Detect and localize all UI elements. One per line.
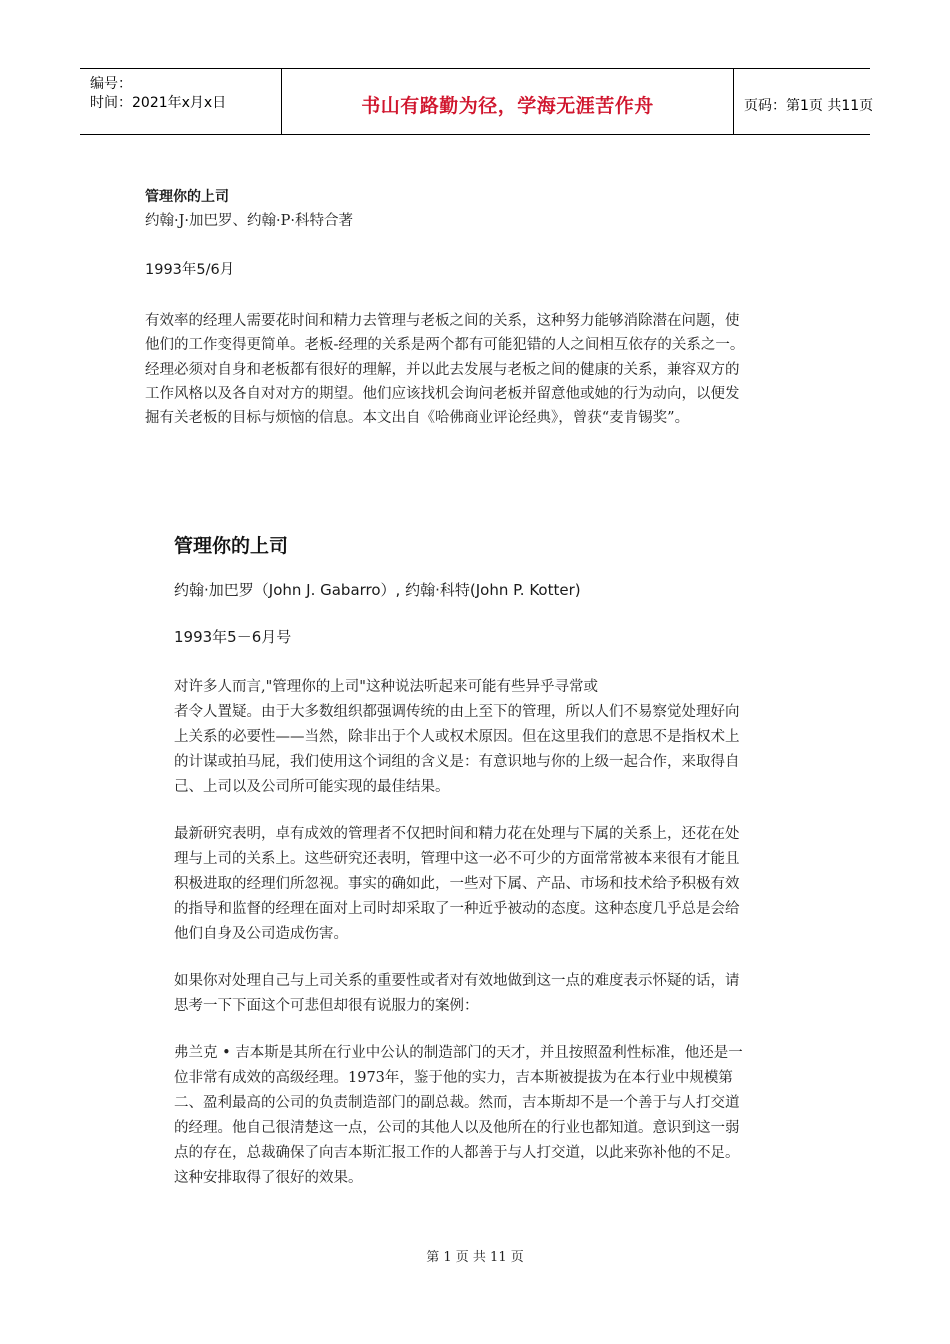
- article-authors: 约翰·加巴罗（John J. Gabarro）, 约翰·科特(John P. Kotter): [174, 581, 581, 599]
- article-title: 管理你的上司: [174, 535, 289, 557]
- document-number-label: 编号：: [90, 76, 132, 92]
- paragraph-line: 最新研究表明，卓有成效的管理者不仅把时间和精力花在处理与下属的关系上，还花在处: [174, 826, 740, 842]
- paragraph-line: 积极进取的经理们所忽视。事实的确如此，一些对下属、产品、市场和技术给予积极有效: [174, 876, 740, 892]
- header-motto: 书山有路勤为径，学海无涯苦作舟: [361, 95, 654, 117]
- abstract-line: 经理必须对自身和老板都有很好的理解，并以此去发展与老板之间的健康的关系，兼容双方的: [145, 362, 740, 378]
- paragraph-line: 上关系的必要性——当然，除非出于个人或权术原因。但在这里我们的意思不是指权术上: [174, 729, 740, 745]
- paragraph-line: 点的存在，总裁确保了向吉本斯汇报工作的人都善于与人打交道，以此来弥补他的不足。: [174, 1145, 740, 1161]
- paragraph-line: 二、盈利最高的公司的负责制造部门的副总裁。然而，吉本斯却不是一个善于与人打交道: [174, 1095, 740, 1111]
- paragraph-line: 思考一下下面这个可悲但却很有说服力的案例：: [174, 998, 479, 1014]
- paragraph-line: 这种安排取得了很好的效果。: [174, 1170, 363, 1186]
- abstract-line: 有效率的经理人需要花时间和精力去管理与老板之间的关系，这种努力能够消除潜在问题，使: [145, 313, 740, 329]
- paragraph-line: 他们自身及公司造成伤害。: [174, 926, 348, 942]
- summary-title: 管理你的上司: [145, 189, 229, 205]
- abstract-line: 工作风格以及各自对对方的期望。他们应该找机会询问老板并留意他或她的行为动向，以便发: [145, 386, 740, 402]
- paragraph-line: 的经理。他自己很清楚这一点，公司的其他人以及他所在的行业也都知道。意识到这一弱: [174, 1120, 740, 1136]
- document-time-label: 时间：2021年x月x日: [90, 95, 227, 111]
- paragraph-line: 如果你对处理自己与上司关系的重要性或者对有效地做到这一点的难度表示怀疑的话，请: [174, 973, 740, 989]
- paragraph-line: 位非常有成效的高级经理。1973年，鉴于他的实力，吉本斯被提拔为在本行业中规模第: [174, 1070, 733, 1086]
- article-issue: 1993年5－6月号: [174, 628, 292, 646]
- page-header: [80, 68, 874, 135]
- paragraph-line: 的计谋或拍马屁，我们使用这个词组的含义是：有意识地与你的上级一起合作，来取得自: [174, 754, 740, 770]
- abstract-line: 掘有关老板的目标与烦恼的信息。本文出自《哈佛商业评论经典》，曾获“麦肯锡奖”。: [145, 410, 690, 426]
- abstract-line: 他们的工作变得更简单。老板-经理的关系是两个都有可能犯错的人之间相互依存的关系之一。: [145, 337, 745, 353]
- paragraph-line: 理与上司的关系上。这些研究还表明，管理中这一必不可少的方面常常被本来很有才能且: [174, 851, 740, 867]
- header-meta-cell: [80, 69, 282, 134]
- header-page-code: 页码：第1页 共11页: [744, 98, 874, 114]
- header-page-cell: [734, 69, 874, 134]
- summary-date: 1993年5/6月: [145, 262, 235, 278]
- paragraph-line: 者令人置疑。由于大多数组织都强调传统的由上至下的管理，所以人们不易察觉处理好向: [174, 704, 740, 720]
- paragraph-line: 弗兰克 • 吉本斯是其所在行业中公认的制造部门的天才，并且按照盈利性标准，他还是一: [174, 1045, 743, 1061]
- header-motto-cell: [282, 69, 734, 134]
- paragraph-line: 对许多人而言,"管理你的上司"这种说法听起来可能有些异乎寻常或: [174, 679, 598, 695]
- page-footer: 第 1 页 共 11 页: [426, 1250, 524, 1265]
- summary-authors: 约翰·J·加巴罗、约翰·P·科特合著: [145, 213, 354, 229]
- paragraph-line: 己、上司以及公司所可能实现的最佳结果。: [174, 779, 450, 795]
- paragraph-line: 的指导和监督的经理在面对上司时却采取了一种近乎被动的态度。这种态度几乎总是会给: [174, 901, 740, 917]
